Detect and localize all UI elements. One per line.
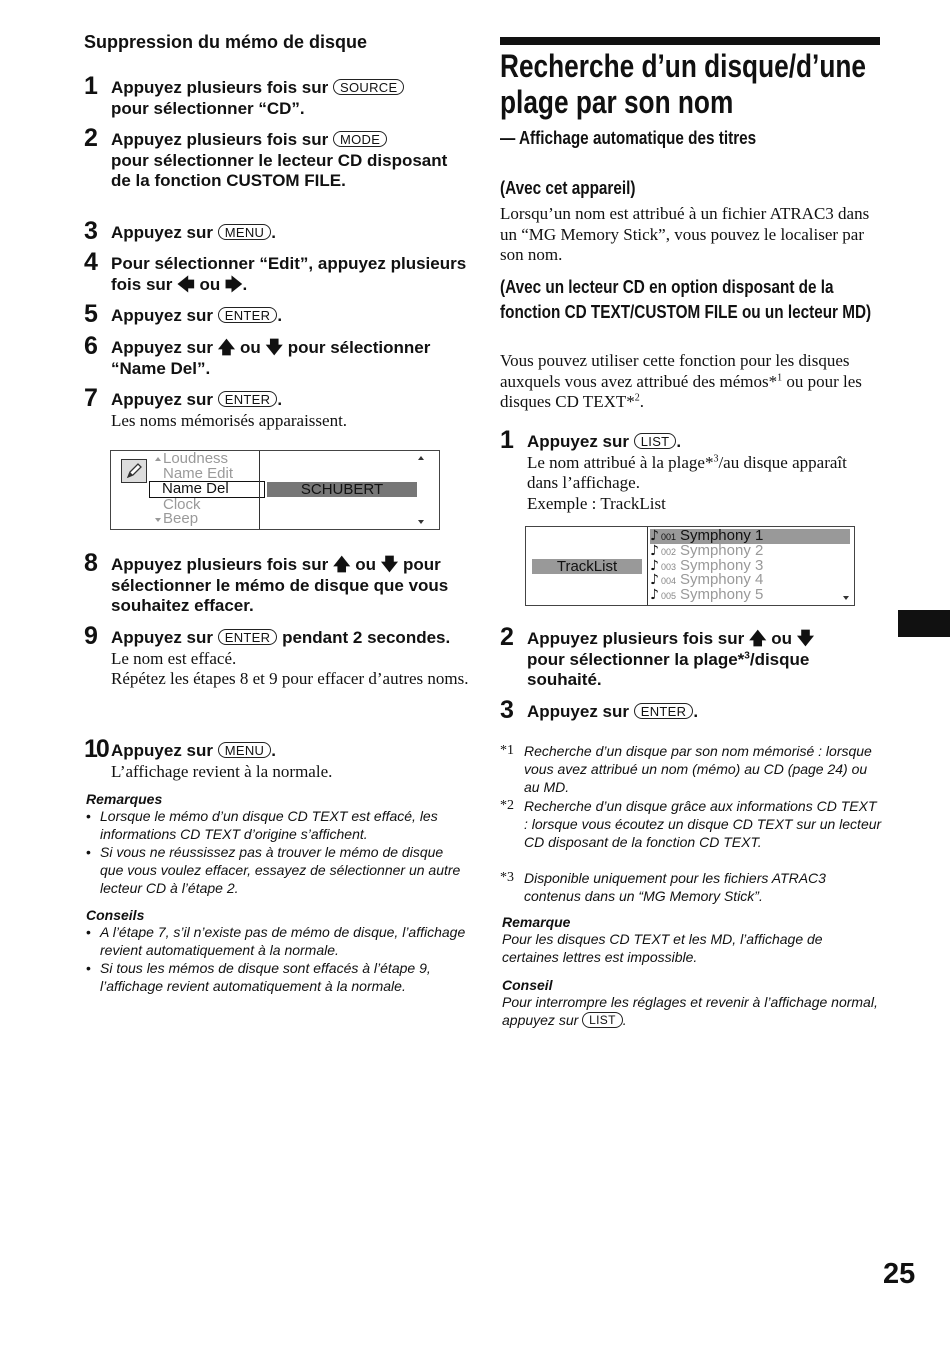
enter-button-label: ENTER <box>634 703 694 719</box>
step-text: /disque souhaité. <box>527 649 810 689</box>
step-text: Appuyez sur <box>527 702 630 721</box>
page-title-text: Recherche d’un disque/d’une plage par son nom <box>500 48 866 120</box>
step-8 <box>84 549 469 617</box>
step-text: Appuyez sur <box>111 338 214 357</box>
enter-button-label: ENTER <box>218 391 278 407</box>
step-number: 9 <box>84 622 98 650</box>
list-button-label: LIST <box>634 433 677 449</box>
menu-item-selected: Name Del <box>149 481 265 498</box>
step-text: . <box>693 702 699 721</box>
paragraph-text: . <box>639 392 644 411</box>
track-name: Symphony 1 <box>679 527 764 544</box>
paragraph: Lorsqu’un nom est attribué à un fichier ATRAC3 dans un “MG Memory Stick”, vous pouvez le localiser par son nom. <box>500 204 870 264</box>
list-button-label: LIST <box>582 1012 623 1028</box>
footnote-mark: *2 <box>500 798 514 813</box>
page-title <box>500 48 866 120</box>
step-4 <box>84 248 469 295</box>
tip-item: • Si tous les mémos de disque sont effacés à l’étape 9, l’affichage revient automatiquement à la normale. <box>86 959 470 995</box>
footnote-ref: 3 <box>713 452 719 464</box>
track-number: 002 <box>660 546 676 557</box>
footnote <box>500 742 882 796</box>
footnote <box>500 869 882 905</box>
source-button-label: SOURCE <box>333 79 404 95</box>
step-text: ou <box>771 629 792 648</box>
title-rule <box>500 37 880 45</box>
footnote <box>500 797 882 851</box>
step-text: pour sélectionner le lecteur CD disposant de la fonction CUSTOM FILE. <box>111 150 448 190</box>
lcd-display-edit-menu <box>110 450 440 530</box>
conseil-title: Conseil <box>502 977 553 993</box>
scroll-down-arrow-icon <box>418 520 424 524</box>
step-text: pour sélectionner la plage* <box>527 649 745 669</box>
divider <box>647 527 648 605</box>
scroll-down-arrow-icon <box>155 518 161 522</box>
step-description: Le nom est effacé. <box>111 648 237 668</box>
step-text: Pour sélectionner “Edit”, appuyez plusieurs fois sur <box>111 254 467 294</box>
arrow-down-icon: 🡇 <box>796 629 815 649</box>
menu-item: Beep <box>163 510 199 528</box>
step-10 <box>84 735 469 782</box>
step-text: . <box>271 223 276 242</box>
step-number: 3 <box>500 696 514 724</box>
step-text: Appuyez sur <box>111 223 214 242</box>
step-text: pour sélectionner “Name Del”. <box>111 338 431 378</box>
music-note-icon: ♪ <box>650 542 659 559</box>
step-number: 8 <box>84 549 98 577</box>
step-2 <box>84 124 469 192</box>
remarques-block <box>86 791 466 897</box>
arrow-right-icon: 🡆 <box>224 274 243 295</box>
arrow-down-icon: 🡇 <box>265 338 283 358</box>
section-title: Suppression du mémo de disque <box>84 32 368 52</box>
paragraph <box>500 351 882 413</box>
remarques-title: Remarques <box>86 791 163 807</box>
paragraph-text: Vous pouvez utiliser cette fonction pour les disques auxquels vous avez attribué des mémos* <box>500 351 850 391</box>
step-text: Appuyez sur <box>111 306 214 325</box>
step-description: Les noms mémorisés apparaissent. <box>111 410 348 430</box>
step-text: Appuyez sur <box>111 628 214 647</box>
chapter-tab <box>898 610 950 637</box>
page-subtitle: — Affichage automatique des titres <box>500 128 757 148</box>
step-number: 1 <box>84 72 98 100</box>
memo-value: SCHUBERT <box>267 482 417 497</box>
music-note-icon: ♪ <box>650 528 659 544</box>
tip-item: • A l’étape 7, s’il n’existe pas de mémo de disque, l’affichage revient automatiquement à la normale. <box>86 923 470 959</box>
heading-avec-cet-appareil: (Avec cet appareil) <box>500 178 636 198</box>
step-text: pour sélectionner “CD”. <box>111 98 305 118</box>
footnote-mark: *1 <box>500 743 514 758</box>
step-text: Appuyez plusieurs fois sur <box>111 555 329 574</box>
tracklist-label: TrackList <box>532 559 642 574</box>
page-number: 25 <box>883 1258 916 1290</box>
conseil-text-part: . <box>622 1012 627 1028</box>
step-1 <box>500 426 882 514</box>
track-name: Symphony 3 <box>679 556 764 574</box>
scroll-up-arrow-icon <box>155 457 161 461</box>
step-text: . <box>277 390 283 409</box>
step-7 <box>84 384 469 431</box>
step-number: 2 <box>84 124 98 152</box>
track-list <box>650 529 850 603</box>
footnote-text: Recherche d’un disque par son nom mémorisé : lorsque vous avez attribué un nom (mémo) au CD (page 24) ou au MD. <box>524 743 872 795</box>
track-number: 003 <box>660 561 676 572</box>
footnote-mark: *3 <box>500 870 514 885</box>
divider <box>259 451 260 529</box>
enter-button-label: ENTER <box>218 629 278 645</box>
mode-button-label: MODE <box>333 131 387 147</box>
step-text: . <box>271 741 276 760</box>
step-number: 3 <box>84 217 98 245</box>
note-item: • Si vous ne réussissez pas à trouver le mémo de disque que vous voulez effacer, essayez de sélectionner un autre lecteur CD à l’étape 2. <box>86 843 466 897</box>
step-description: /au disque apparaît dans l’affichage. <box>527 452 847 492</box>
remarque-title: Remarque <box>502 914 571 930</box>
track-row <box>650 588 850 603</box>
footnote-ref: 1 <box>777 371 783 383</box>
menu-item: Loudness <box>163 450 229 467</box>
step-number: 2 <box>500 623 514 651</box>
step-text: Appuyez plusieurs fois sur <box>527 629 745 648</box>
track-number: 001 <box>660 532 676 542</box>
step-text: . <box>676 432 682 451</box>
remarque-block <box>502 914 882 966</box>
step-3 <box>500 696 882 724</box>
track-number: 005 <box>660 591 676 602</box>
footnote-ref: 2 <box>634 392 640 404</box>
step-number: 6 <box>84 332 98 360</box>
scroll-up-arrow-icon <box>418 456 424 460</box>
menu-item: Clock <box>163 495 201 513</box>
step-text: pour sélectionner le mémo de disque que vous souhaitez effacer. <box>111 555 449 615</box>
arrow-up-icon: 🡅 <box>333 555 351 575</box>
arrow-left-icon: 🡄 <box>177 274 195 295</box>
step-number: 10 <box>84 735 108 763</box>
step-number: 5 <box>84 300 98 328</box>
step-5 <box>84 300 469 328</box>
step-number: 7 <box>84 384 98 412</box>
step-description: Répétez les étapes 8 et 9 pour effacer d’autres noms. <box>111 669 469 688</box>
conseils-title: Conseils <box>86 907 145 923</box>
remarque-text: Pour les disques CD TEXT et les MD, l’affichage de certaines lettres est impossible. <box>502 931 823 965</box>
music-note-icon: ♪ <box>650 557 659 574</box>
track-number: 004 <box>660 576 676 587</box>
step-text: Appuyez sur <box>111 390 214 409</box>
step-description: Le nom attribué à la plage* <box>527 452 714 472</box>
menu-button-label: MENU <box>218 224 271 240</box>
step-text: Appuyez plusieurs fois sur <box>111 78 329 97</box>
step-text: Appuyez sur <box>527 432 630 451</box>
step-text: ou <box>239 338 261 357</box>
step-example: Exemple : TrackList <box>527 493 666 513</box>
pencil-icon <box>121 459 147 483</box>
menu-item: Name Edit <box>163 464 234 482</box>
conseil-block <box>502 977 882 1029</box>
step-text: Appuyez plusieurs fois sur <box>111 130 329 149</box>
footnote-text: Recherche d’un disque grâce aux informations CD TEXT : lorsque vous écoutez un disque CD TEXT sur un lecteur CD disposant de la fonction CD TEXT. <box>524 798 882 850</box>
step-description: L’affichage revient à la normale. <box>111 761 333 781</box>
menu-button-label: MENU <box>218 742 271 758</box>
track-name: Symphony 5 <box>679 586 764 604</box>
arrow-up-icon: 🡅 <box>217 338 236 358</box>
footnote-ref: 3 <box>744 649 750 661</box>
step-9 <box>84 622 469 690</box>
footnote-text: Disponible uniquement pour les fichiers ATRAC3 contenus dans un “MG Memory Stick”. <box>524 870 826 904</box>
menu-list <box>163 452 265 527</box>
step-text: . <box>277 306 283 325</box>
conseil-text-part: Pour interrompre les réglages et revenir à l’affichage normal, appuyez sur <box>502 994 878 1028</box>
track-name: Symphony 4 <box>679 571 764 589</box>
step-text: pendant 2 secondes. <box>282 628 451 647</box>
heading-lecteur-cd: (Avec un lecteur CD en option disposant de la fonction CD TEXT/CUSTOM FILE ou un lecteur MD) <box>500 277 872 322</box>
step-text: ou <box>199 274 221 294</box>
paragraph-text: ou pour les disques CD TEXT* <box>500 371 862 411</box>
track-name: Symphony 2 <box>679 541 764 559</box>
step-text: ou <box>355 555 376 574</box>
scroll-down-arrow-icon <box>843 596 849 600</box>
conseil-text <box>502 993 882 1029</box>
step-2 <box>500 623 882 691</box>
step-text: Appuyez sur <box>111 741 214 760</box>
lcd-display-tracklist <box>525 526 855 606</box>
conseils-block <box>86 907 470 995</box>
step-3 <box>84 217 469 245</box>
step-6 <box>84 332 469 379</box>
step-number: 1 <box>500 426 514 454</box>
step-number: 4 <box>84 248 98 276</box>
enter-button-label: ENTER <box>218 307 278 323</box>
music-note-icon: ♪ <box>650 572 659 589</box>
note-item: • Lorsque le mémo d’un disque CD TEXT est effacé, les informations CD TEXT d’origine s’affichent. <box>86 807 466 843</box>
music-note-icon: ♪ <box>650 587 659 604</box>
arrow-down-icon: 🡇 <box>380 555 399 575</box>
arrow-up-icon: 🡅 <box>749 629 767 649</box>
step-text: . <box>242 274 248 294</box>
step-1 <box>84 72 469 119</box>
